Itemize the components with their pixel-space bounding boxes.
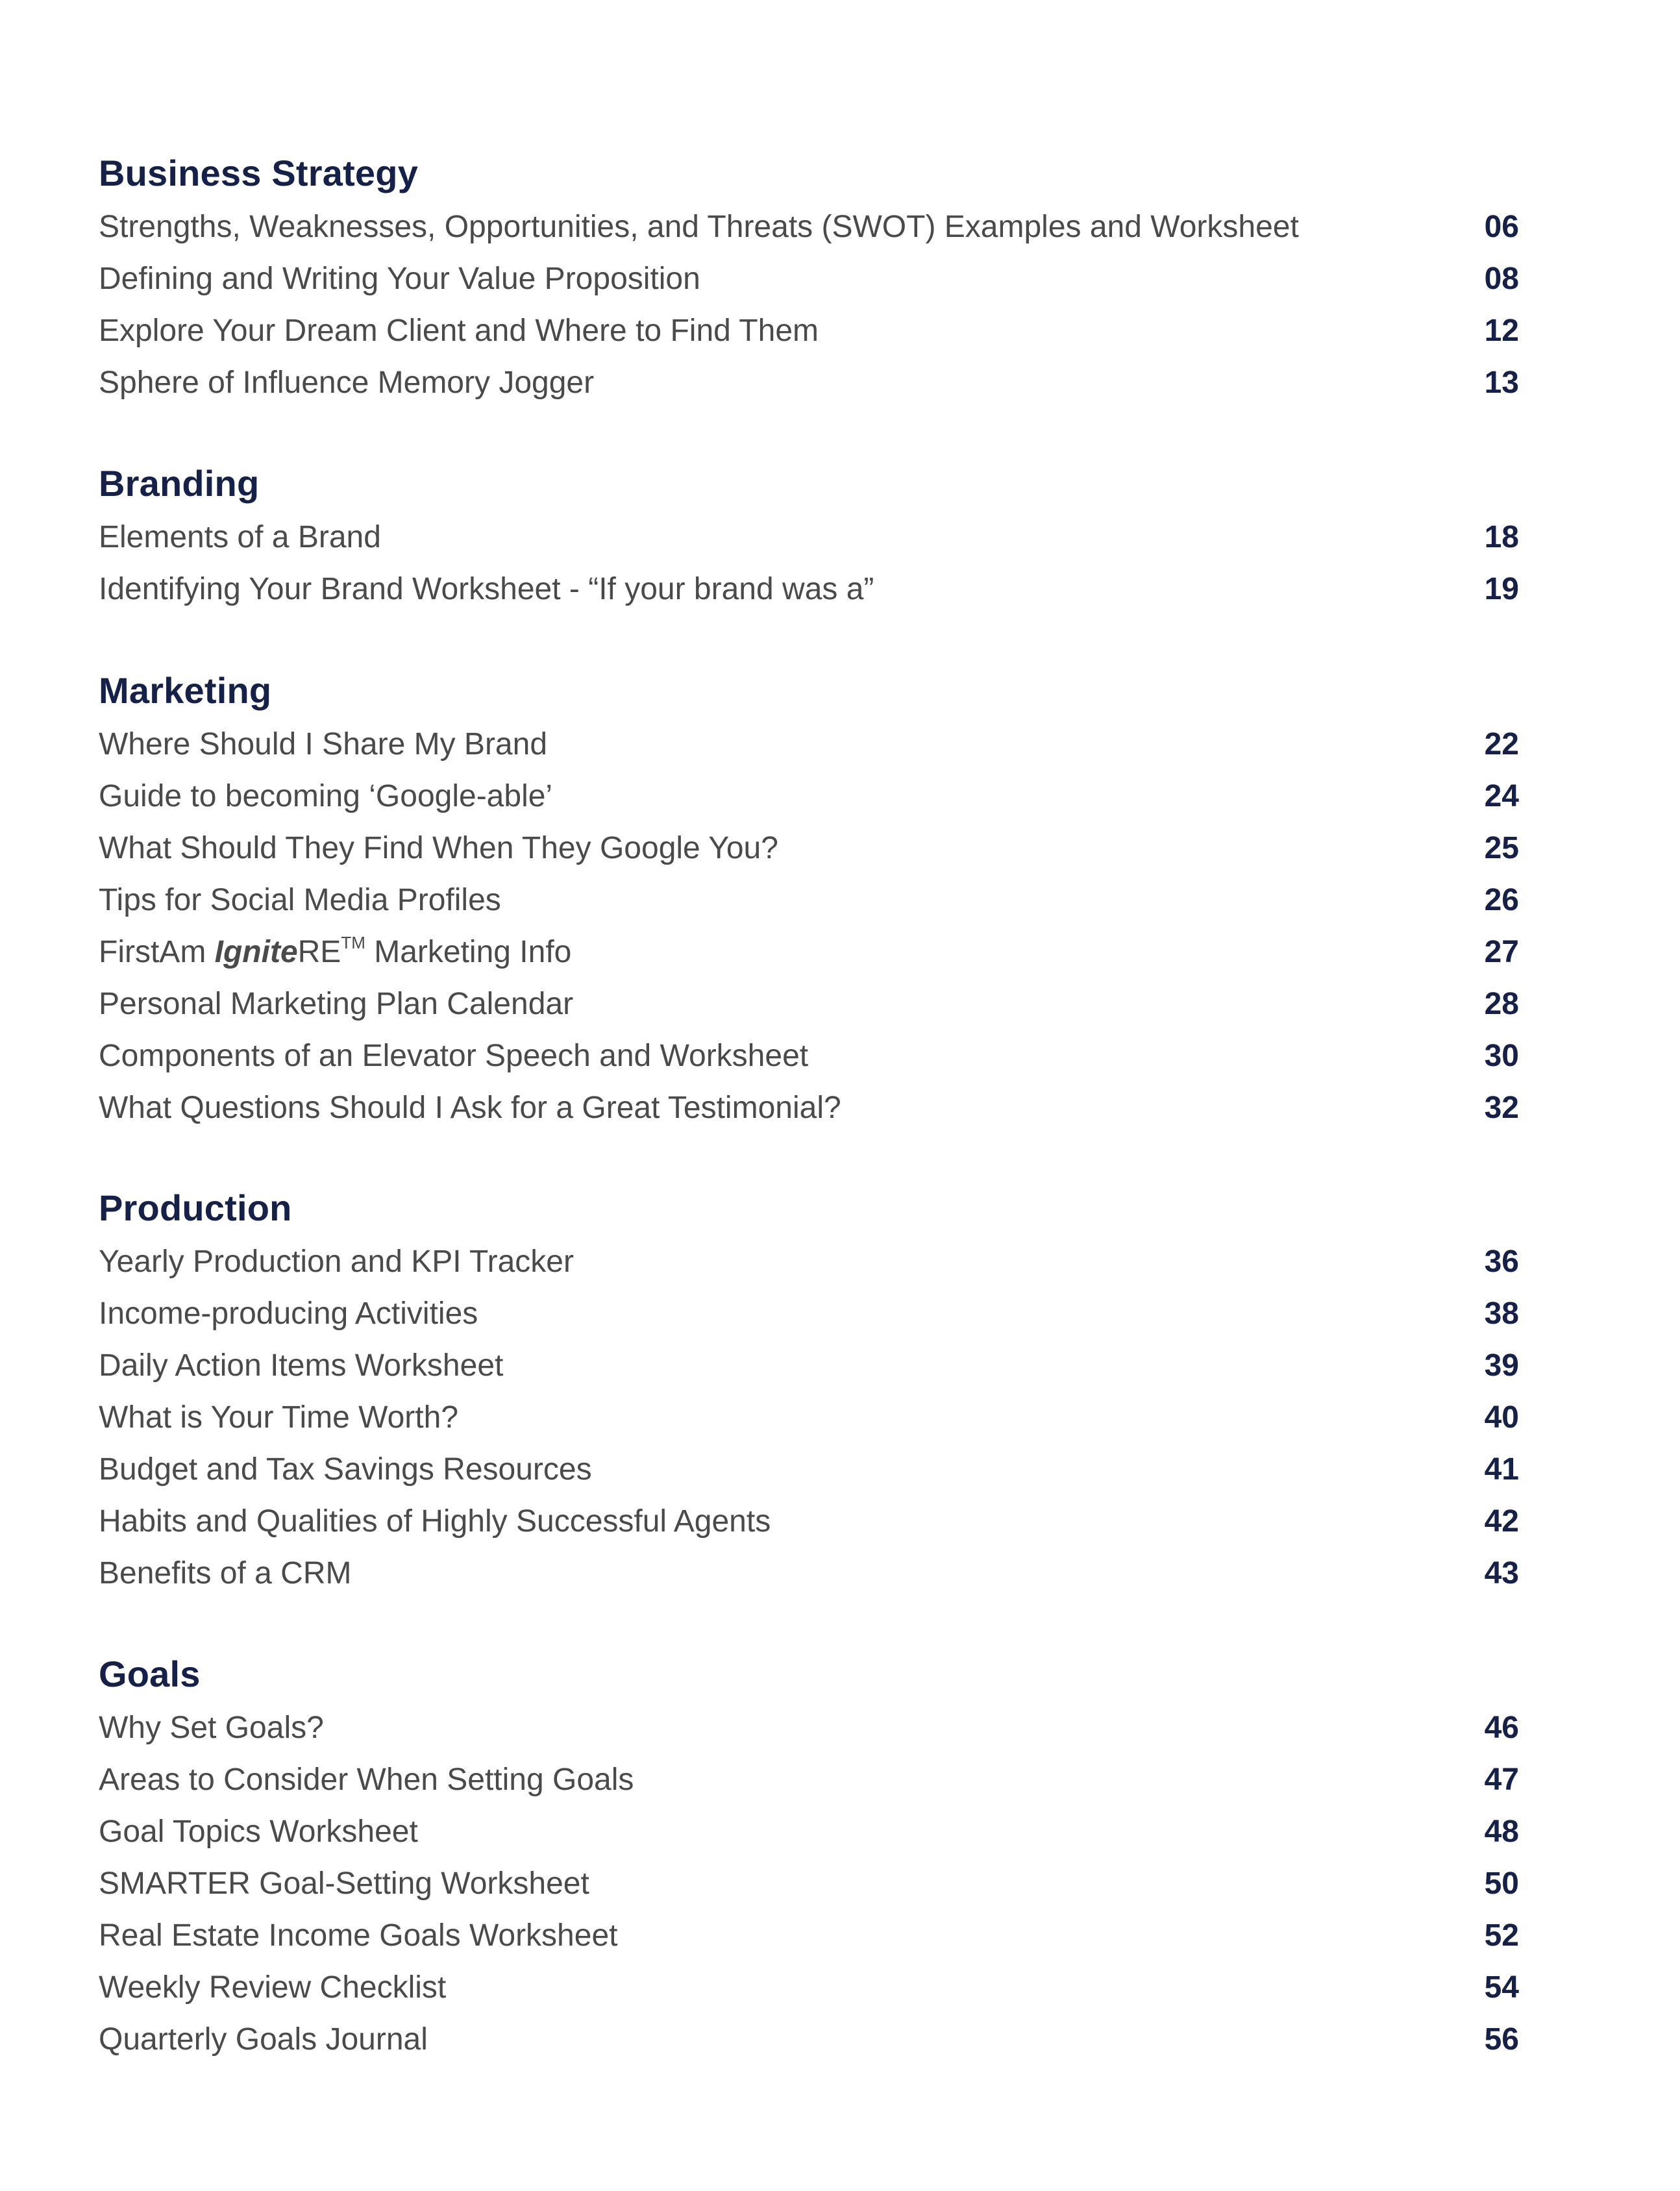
title-part-tail: Marketing Info [365, 935, 572, 969]
toc-entry[interactable] [99, 1548, 1519, 1600]
section-marketing [99, 663, 1519, 1134]
toc-entry[interactable] [99, 1702, 1519, 1754]
toc-entry-title: Tips for Social Media Profiles [99, 883, 501, 917]
toc-entry[interactable] [99, 1910, 1519, 1962]
toc-entry[interactable] [99, 1340, 1519, 1392]
toc-entry-page: 12 [1484, 314, 1519, 348]
toc-entry[interactable] [99, 1030, 1519, 1082]
toc-entry[interactable] [99, 512, 1519, 563]
toc-entry-page: 06 [1484, 210, 1519, 244]
toc-entry-page: 28 [1484, 987, 1519, 1021]
toc-entry[interactable] [99, 305, 1519, 357]
toc-entry-title: Sphere of Influence Memory Jogger [99, 365, 595, 400]
toc-entry[interactable] [99, 1444, 1519, 1496]
toc-entry-page: 18 [1484, 520, 1519, 554]
toc-entry-page: 41 [1484, 1452, 1519, 1487]
section-title: Production [99, 1187, 292, 1228]
toc-entry-title: Daily Action Items Worksheet [99, 1348, 504, 1383]
toc-entry-title: Why Set Goals? [99, 1711, 324, 1745]
toc-entry[interactable] [99, 719, 1519, 771]
toc-entry-title: Quarterly Goals Journal [99, 2022, 428, 2057]
toc-entry-page: 38 [1484, 1296, 1519, 1331]
toc-entry-title: Where Should I Share My Brand [99, 727, 548, 761]
table-of-contents [99, 0, 1519, 2191]
toc-entry[interactable] [99, 1754, 1519, 1806]
toc-entry-title: Areas to Consider When Setting Goals [99, 1763, 634, 1797]
toc-entry-page: 08 [1484, 262, 1519, 296]
title-part-after: RE [297, 935, 341, 969]
toc-entry[interactable] [99, 253, 1519, 305]
title-part-italic: Ignite [214, 935, 298, 969]
section-production [99, 1180, 1519, 1600]
toc-entry[interactable] [99, 1392, 1519, 1444]
toc-entry[interactable] [99, 978, 1519, 1030]
toc-entry-page: 36 [1484, 1244, 1519, 1279]
toc-entry-page: 54 [1484, 1970, 1519, 2005]
toc-entry-page: 13 [1484, 365, 1519, 400]
toc-entry[interactable] [99, 926, 1519, 978]
section-title: Marketing [99, 670, 272, 711]
toc-entry-page: 24 [1484, 779, 1519, 813]
toc-entry-title: Strengths, Weaknesses, Opportunities, and Threats (SWOT) Examples and Worksheet [99, 210, 1299, 244]
section-title: Goals [99, 1653, 201, 1694]
toc-entry-page: 22 [1484, 727, 1519, 761]
toc-entry-title: Elements of a Brand [99, 520, 381, 554]
toc-entry-title: Guide to becoming ‘Google-able’ [99, 779, 553, 813]
toc-entry-title: Budget and Tax Savings Resources [99, 1452, 592, 1487]
toc-entry-title: Identifying Your Brand Worksheet - “If your brand was a” [99, 572, 874, 606]
toc-entry-title: Benefits of a CRM [99, 1556, 352, 1591]
toc-entry[interactable] [99, 2014, 1519, 2066]
toc-entry-page: 26 [1484, 883, 1519, 917]
section-title: Business Strategy [99, 153, 419, 193]
toc-entry-page: 48 [1484, 1814, 1519, 1849]
toc-entry[interactable] [99, 771, 1519, 823]
toc-entry-page: 25 [1484, 831, 1519, 865]
toc-entry-title: SMARTER Goal-Setting Worksheet [99, 1866, 589, 1901]
toc-entry-page: 32 [1484, 1091, 1519, 1125]
section-title: Branding [99, 463, 260, 504]
toc-entry-title: What Questions Should I Ask for a Great Testimonial? [99, 1091, 841, 1125]
trademark-superscript: TM [341, 933, 365, 952]
toc-entry-title: Defining and Writing Your Value Proposition [99, 262, 700, 296]
toc-entry-title: Real Estate Income Goals Worksheet [99, 1918, 618, 1953]
toc-entry[interactable] [99, 874, 1519, 926]
toc-entry-page: 50 [1484, 1866, 1519, 1901]
section-business-strategy [99, 145, 1519, 409]
toc-entry[interactable] [99, 1236, 1519, 1288]
toc-entry[interactable] [99, 1962, 1519, 2014]
toc-entry-title [99, 926, 571, 978]
toc-entry-title: Explore Your Dream Client and Where to Find Them [99, 314, 819, 348]
title-part-before: FirstAm [99, 935, 215, 969]
toc-entry-title: Goal Topics Worksheet [99, 1814, 418, 1849]
toc-entry-page: 47 [1484, 1763, 1519, 1797]
toc-entry-title: What Should They Find When They Google You? [99, 831, 778, 865]
toc-entry[interactable] [99, 823, 1519, 874]
toc-entry[interactable] [99, 357, 1519, 409]
toc-entry-title: What is Your Time Worth? [99, 1400, 459, 1435]
toc-entry-page: 56 [1484, 2022, 1519, 2057]
toc-entry-title: Yearly Production and KPI Tracker [99, 1244, 574, 1279]
toc-entry-title: Income-producing Activities [99, 1296, 478, 1331]
toc-entry[interactable] [99, 1806, 1519, 1858]
toc-entry-title: Components of an Elevator Speech and Worksheet [99, 1039, 809, 1073]
section-branding [99, 456, 1519, 615]
toc-entry-page: 46 [1484, 1711, 1519, 1745]
toc-entry[interactable] [99, 1082, 1519, 1134]
toc-entry[interactable] [99, 201, 1519, 253]
toc-entry[interactable] [99, 1858, 1519, 1910]
toc-entry-title: Habits and Qualities of Highly Successful Agents [99, 1504, 771, 1539]
toc-entry-page: 19 [1484, 572, 1519, 606]
toc-entry[interactable] [99, 563, 1519, 615]
toc-entry-page: 39 [1484, 1348, 1519, 1383]
toc-entry-title: Weekly Review Checklist [99, 1970, 447, 2005]
toc-entry-page: 27 [1484, 935, 1519, 969]
toc-entry-page: 43 [1484, 1556, 1519, 1591]
toc-entry[interactable] [99, 1288, 1519, 1340]
toc-entry-page: 42 [1484, 1504, 1519, 1539]
toc-entry-title: Personal Marketing Plan Calendar [99, 987, 574, 1021]
toc-entry-page: 40 [1484, 1400, 1519, 1435]
section-goals [99, 1646, 1519, 2066]
toc-entry-page: 52 [1484, 1918, 1519, 1953]
toc-entry[interactable] [99, 1496, 1519, 1548]
toc-entry-page: 30 [1484, 1039, 1519, 1073]
